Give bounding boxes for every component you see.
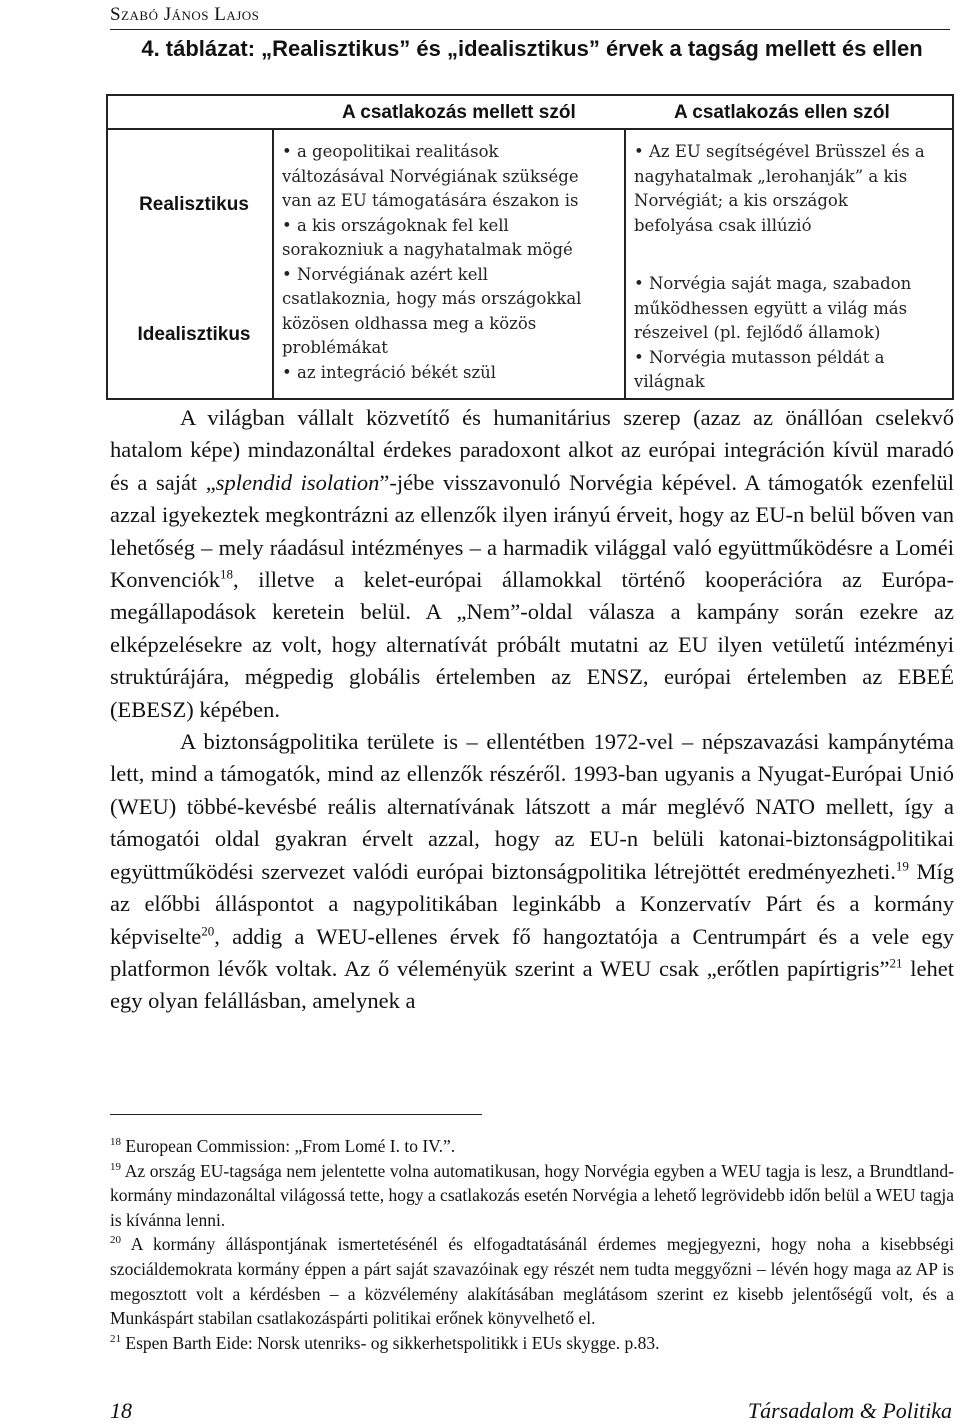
against-line: • Norvégia mutasson példát a <box>634 347 885 367</box>
against-line: részeivel (pl. fejlődő államok) <box>634 323 881 342</box>
text-run: lehet egy olyan felállásban, amelynek a <box>110 955 954 1014</box>
for-line: van az EU támogatására északon is <box>282 191 579 210</box>
footnote-text: European Commission: „From Lomé I. to IV.”. <box>121 1136 456 1156</box>
for-line: csatlakoznia, hogy más országokkal <box>282 289 582 308</box>
for-line: problémákat <box>282 338 388 357</box>
for-line: • a kis országoknak fel kell <box>282 215 509 235</box>
footnote-text: Az ország EU-tagsága nem jelentette volna automatikusan, hogy Norvégia egyben a WEU tagja is lesz, a Brundtland-kormány mindazonáltal világossá tette, hogy a csatlakozás esetén Norvégia a lehető legrövidebb időn belül a WEU tagja is kívánna lenni. <box>110 1160 954 1230</box>
against-line: nagyhatalmak „lerohanják” a kis <box>634 166 908 186</box>
footnote-21 <box>110 1331 954 1356</box>
table-header-divider <box>108 128 952 130</box>
for-line: közösen oldhassa meg a közös <box>282 313 537 333</box>
italic-phrase: splendid isolation <box>215 469 380 495</box>
footnote-separator <box>110 1114 482 1115</box>
footnote-number: 19 <box>110 1160 121 1173</box>
against-line: Norvégiát; a kis országok <box>634 191 848 210</box>
for-line: • a geopolitikai realitások <box>282 142 499 161</box>
footnote-ref-21[interactable]: 21 <box>889 955 903 971</box>
footnote-number: 21 <box>110 1332 121 1345</box>
text-run: , addig a WEU-ellenes érvek fő hangoztatója a Centrumpárt és a vele egy platformon lévők voltak. Az ő véleményük szerint a WEU csak „erőtlen papírtigris” <box>110 923 954 981</box>
footnotes <box>110 1134 954 1355</box>
against-line: • Norvégia saját maga, szabadon <box>634 274 912 293</box>
footnote-ref-20[interactable]: 20 <box>201 923 215 938</box>
for-line: változásával Norvégiának szüksége <box>282 166 579 186</box>
table-header-for: A csatlakozás mellett szól <box>342 102 576 123</box>
arguments-table <box>106 94 954 400</box>
footnote-20 <box>110 1232 954 1330</box>
running-header-author: Szabó János Lajos <box>110 4 950 30</box>
footnote-text: Espen Barth Eide: Norsk utenriks- og sikkerhetspolitikk i EUs skygge. p.83. <box>121 1332 660 1353</box>
for-line: • Norvégiának azért kell <box>282 264 489 284</box>
against-line: világnak <box>634 372 705 391</box>
paragraph-1 <box>110 402 954 726</box>
footnote-18 <box>110 1134 954 1159</box>
against-line: befolyása csak illúzió <box>634 215 812 235</box>
table-header-against: A csatlakozás ellen szól <box>674 102 890 123</box>
table-caption: 4. táblázat: „Realisztikus” és „idealisztikus” érvek a tagság mellett és ellen <box>141 36 923 61</box>
table-col-divider-2 <box>624 128 626 398</box>
for-line: sorakozniuk a nagyhatalmak mögé <box>282 240 573 259</box>
text-run: ”-jébe visszavonuló Norvégia képével. A támogatók ezenfelül azzal igyekeztek megkontrázni az ellenzők ilyen irányú érveit, hogy az EU-n belül bőven van lehetőség – mely ráadásul intézményes – a harmadik világgal való együttműködésre a Loméi Konvenciók <box>110 469 954 593</box>
text-run: Míg az előbbi álláspontot a nagypolitikában leginkább a Konzervatív Párt és a kormány képviselte <box>110 858 954 949</box>
journal-name: Társadalom & Politika <box>747 1398 952 1423</box>
footnote-text: A kormány álláspontjának ismertetésénél és elfogadtatásánál érdemes megjegyezni, hogy noha a kisebbségi szociáldemokrata kormány éppen a párt saját szavazóinak egy részét nem tudta meggyőzni – lévén hogy maga az AP is megosztott volt a kérdésben – a közvélemény alakításában meglátásom szerint ez kisebb jelentőségű volt, és a Munkáspárt stabilan csatlakozáspárti politikai erőnek könyvelhető el. <box>110 1234 954 1329</box>
page-number: 18 <box>110 1398 132 1423</box>
row-label-idealistic: Idealisztikus <box>137 324 251 345</box>
footnote-number: 20 <box>110 1234 121 1247</box>
body-text <box>110 402 954 1018</box>
against-idealistic-cell <box>634 272 911 395</box>
text-run: , illetve a kelet-európai államokkal történő kooperációra az Európa-megállapodások keretein belül. A „Nem”-oldal válasza a kampány során ezekre az elképzelésekre az volt, hogy alternatívát próbált mutatni az EU ilyen vetületű intézményi struktúrájára, mégpedig globális értelemben az ENSZ, európai értelemben az EBEÉ (EBESZ) képében. <box>110 567 954 722</box>
footnote-19 <box>110 1159 954 1233</box>
paragraph-2 <box>110 726 954 1018</box>
footnote-ref-19[interactable]: 19 <box>895 858 909 874</box>
text-run: A biztonságpolitika területe is – ellentétben 1972-vel – népszavazási kampánytéma lett, mind a támogatók, mind az ellenzők részéről. 1993-ban ugyanis a Nyugat-Európai Unió (WEU) többé-kevésbé reális alternatívának látszott a már meglévő NATO mellett, így a támogatói oldal gyakran érvelt azzal, hogy az EU-n belüli katonai-biztonságpolitikai együttműködési szervezet valódi európai biztonságpolitika létrejöttét eredményezheti. <box>110 729 954 884</box>
footnote-ref-18[interactable]: 18 <box>219 566 233 582</box>
against-realistic-cell <box>634 140 925 238</box>
for-arguments-cell <box>282 140 581 385</box>
text-run: A világban vállalt közvetítő és humanitárius szerep (azaz az önállóan cselekvő hatalom képe) mindazonáltal érdekes paradoxont alkot az európai integráción kívül maradó és a saját „ <box>110 405 954 495</box>
footnote-number: 18 <box>110 1136 121 1149</box>
against-line: • Az EU segítségével Brüsszel és a <box>634 142 925 161</box>
for-line: • az integráció békét szül <box>282 362 497 382</box>
row-label-realistic: Realisztikus <box>139 194 249 215</box>
table-col-divider-1 <box>272 128 274 398</box>
against-line: működhessen együtt a világ más <box>634 298 908 318</box>
